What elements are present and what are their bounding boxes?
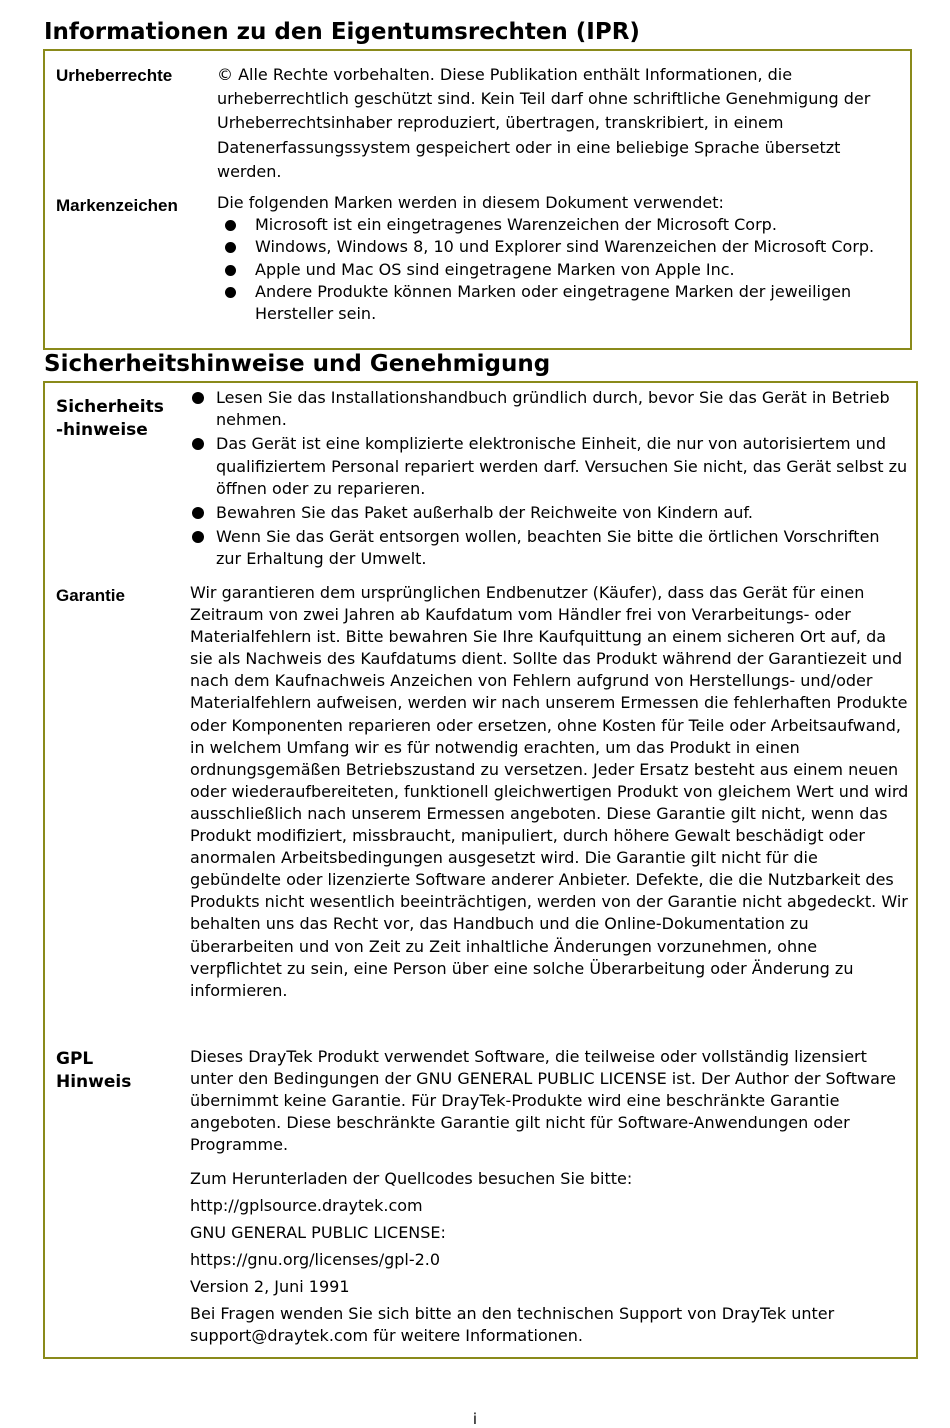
safety-box <box>43 381 918 1359</box>
copyright-text: © Alle Rechte vorbehalten. Diese Publikation enthält Informationen, die urheberrechtlich geschützt sind. Kein Teil darf ohne schriftliche Genehmigung der Urheberrechtsinhaber reproduziert, übertragen, transkribiert, in einem Datenerfassungssystem gespeichert oder in eine beliebige Sprache übersetzt werden. <box>217 65 871 181</box>
bullet-icon <box>192 438 204 450</box>
safety-label: Sicherheits -hinweise <box>56 397 164 440</box>
gpl-source-url[interactable]: http://gplsource.draytek.com <box>190 1196 423 1215</box>
list-item: Andere Produkte können Marken oder eingetragene Marken der jeweiligen Hersteller sein. <box>217 281 897 325</box>
warranty-text: Wir garantieren dem ursprünglichen Endbenutzer (Käufer), dass das Gerät für einen Zeitraum von zwei Jahren ab Kaufdatum vom Händler frei von Verarbeitungs- oder Materialfehlern ist. Bitte bewahren Sie Ihre Kaufquittung an einem sicheren Ort auf, da sie als Nachweis des Kaufdatums dient. Sollte das Produkt während der Garantiezeit und nach dem Kaufnachweis Anzeichen von Fehlern aufgrund von Herstellungs- und/oder Materialfehlern aufweisen, werden wir nach unserem Ermessen die fehlerhaften Produkte oder Komponenten reparieren oder ersetzen, ohne Kosten für Teile oder Arbeitsaufwand, in welchem Umfang wir es für notwendig erachten, um das Produkt in einen ordnungsgemäßen Betriebszustand zu versetzen. Jeder Ersatz besteht aus einem neuen oder wiederaufbereiteten, funktionell gleichwertigen Produkt von gleichem Wert und wird ausschließlich nach unserem Ermessen angeboten. Diese Garantie gilt nicht, wenn das Produkt modifiziert, missbraucht, manipuliert, durch höhere Gewalt beschädigt oder anormalen Arbeitsbedingungen ausgesetzt wird. Die Garantie gilt nicht für die gebündelte oder lizenzierte Software anderer Anbieter. Defekte, die die Nutzbarkeit des Produkts nicht wesentlich beeinträchtigen, werden von der Garantie nicht abgedeckt. Wir behalten uns das Recht vor, das Handbuch und die Online-Dokumentation zu überarbeiten und von Zeit zu Zeit inhaltliche Änderungen vorzunehmen, ohne verpflichtet zu sein, eine Person über eine solche Überarbeitung oder Änderung zu informieren. <box>190 583 909 1000</box>
safety-heading: Sicherheitshinweise und Genehmigung <box>44 351 551 377</box>
gpl-license-url[interactable]: https://gnu.org/licenses/gpl-2.0 <box>190 1250 441 1269</box>
page-number: i <box>472 1410 478 1428</box>
gpl-license-label: GNU GENERAL PUBLIC LICENSE: <box>190 1223 446 1242</box>
gpl-block <box>190 1046 912 1347</box>
gpl-version: Version 2, Juni 1991 <box>190 1277 350 1296</box>
gpl-label: GPL Hinweis <box>56 1049 132 1092</box>
bullet-icon <box>192 392 204 404</box>
list-item: Bewahren Sie das Paket außerhalb der Reichweite von Kindern auf. <box>190 502 908 524</box>
bullet-icon <box>192 507 204 519</box>
gpl-support: Bei Fragen wenden Sie sich bitte an den technischen Support von DrayTek unter support@draytek.com für weitere Informationen. <box>190 1304 835 1345</box>
gpl-text: Dieses DrayTek Produkt verwendet Software, die teilweise oder vollständig lizensiert unter den Bedingungen der GNU GENERAL PUBLIC LICENSE ist. Der Author der Software übernimmt keine Garantie. Für DrayTek-Produkte wird eine beschränkte Garantie angeboten. Diese beschränkte Garantie gilt nicht für Software-Anwendungen oder Programme. <box>190 1047 897 1154</box>
ipr-box <box>43 49 912 350</box>
list-item: Windows, Windows 8, 10 und Explorer sind Warenzeichen der Microsoft Corp. <box>217 236 897 258</box>
trademark-list <box>217 214 897 325</box>
gpl-source-intro: Zum Herunterladen der Quellcodes besuchen Sie bitte: <box>190 1169 633 1188</box>
list-item: Das Gerät ist eine komplizierte elektronische Einheit, die nur von autorisiertem und qualifiziertem Personal repariert werden darf. Versuchen Sie nicht, das Gerät selbst zu öffnen oder zu reparieren. <box>190 433 908 500</box>
warranty-label: Garantie <box>56 586 125 605</box>
safety-list <box>190 387 908 571</box>
bullet-icon <box>225 287 236 298</box>
list-item: Microsoft ist ein eingetragenes Warenzeichen der Microsoft Corp. <box>217 214 897 236</box>
safety-block <box>190 387 908 573</box>
trademark-intro: Die folgenden Marken werden in diesem Dokument verwendet: <box>217 193 724 212</box>
bullet-icon <box>225 220 236 231</box>
list-item: Wenn Sie das Gerät entsorgen wollen, beachten Sie bitte die örtlichen Vorschriften zur Erhaltung der Umwelt. <box>190 526 908 570</box>
trademark-label: Markenzeichen <box>56 196 178 215</box>
bullet-icon <box>225 242 236 253</box>
trademark-block <box>217 192 897 325</box>
list-item: Apple und Mac OS sind eingetragene Marken von Apple Inc. <box>217 259 897 281</box>
list-item: Lesen Sie das Installationshandbuch gründlich durch, bevor Sie das Gerät in Betrieb nehmen. <box>190 387 908 431</box>
bullet-icon <box>225 265 236 276</box>
bullet-icon <box>192 531 204 543</box>
ipr-heading: Informationen zu den Eigentumsrechten (IPR) <box>44 19 640 45</box>
copyright-label: Urheberrechte <box>56 66 173 85</box>
